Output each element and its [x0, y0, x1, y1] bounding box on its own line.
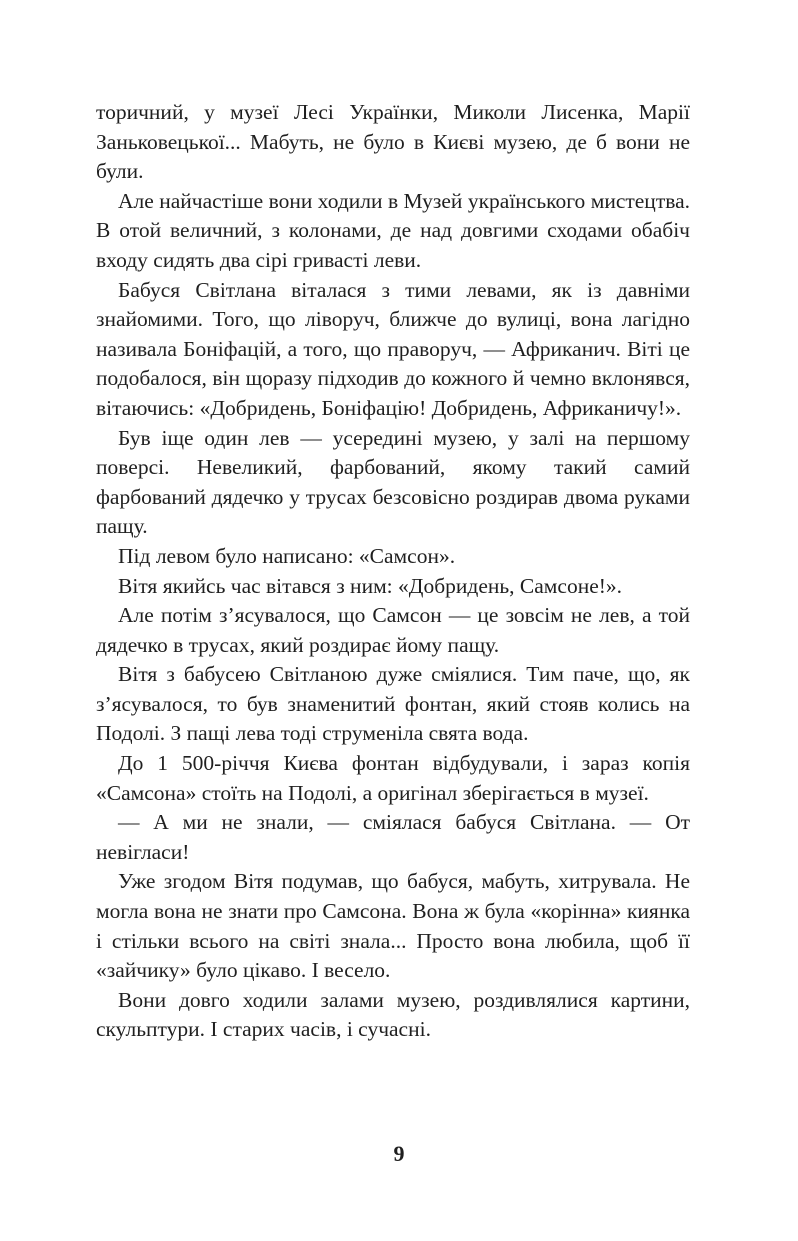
paragraph: До 1 500-річчя Києва фонтан відбудували, і зараз копія «Самсона» стоїть на Подолі, а оригінал зберігається в музеї.: [96, 751, 690, 805]
paragraph: Вони довго ходили залами музею, роздивлялися картини, скульптури. І старих часів, і сучасні.: [96, 987, 690, 1042]
paragraph: Вітя якийсь час вітався з ним: «Добридень, Самсоне!».: [118, 573, 623, 598]
body-text: [96, 98, 690, 1045]
page-number: 9: [393, 1141, 405, 1166]
paragraph: Уже згодом Вітя подумав, що бабуся, мабуть, хитрувала. Не могла вона не знати про Самсона. Вона ж була «корінна» киянка і стільки всього на світі знала... Просто вона любила, щоб її «зайчику» було цікаво. І весело.: [96, 869, 690, 983]
paragraph: Вітя з бабусею Світланою дуже сміялися. Тим паче, що, як з’ясувалося, то був знаменитий фонтан, який стояв колись на Подолі. З пащі лева тоді струменіла свята вода.: [96, 662, 690, 746]
paragraph: Але найчастіше вони ходили в Музей українського мистецтва. В отой величний, з колонами, де над довгими сходами обабіч входу сидять два сірі гриваcті леви.: [96, 188, 690, 272]
paragraph: торичний, у музеї Лесі Українки, Миколи Лисенка, Марії Заньковецької... Мабуть, не було в Києві музею, де б вони не були.: [96, 100, 690, 184]
paragraph: Бабуся Світлана віталася з тими левами, як із давніми знайомими. Того, що ліворуч, ближче до вулиці, вона лагідно називала Боніфацій, а того, що праворуч, — Африканич. Віті це подобалося, він щоразу підходив до кожного й чемно вклонявся, вітаючись: «Добридень, Боніфацію! Добридень, Африканичу!».: [96, 277, 690, 420]
paragraph: Був іще один лев — усередині музею, у залі на першому поверсі. Невеликий, фарбований, якому такий самий фарбований дядечко у трусах безсовісно роздирав двома руками пащу.: [96, 425, 690, 539]
paragraph: — А ми не знали, — сміялася бабуся Світлана. — От невігласи!: [96, 810, 690, 864]
paragraph: Під левом було написано: «Самсон».: [118, 543, 456, 568]
paragraph: Але потім з’ясувалося, що Самсон — це зовсім не лев, а той дядечко в трусах, який роздирає йому пащу.: [96, 603, 690, 657]
